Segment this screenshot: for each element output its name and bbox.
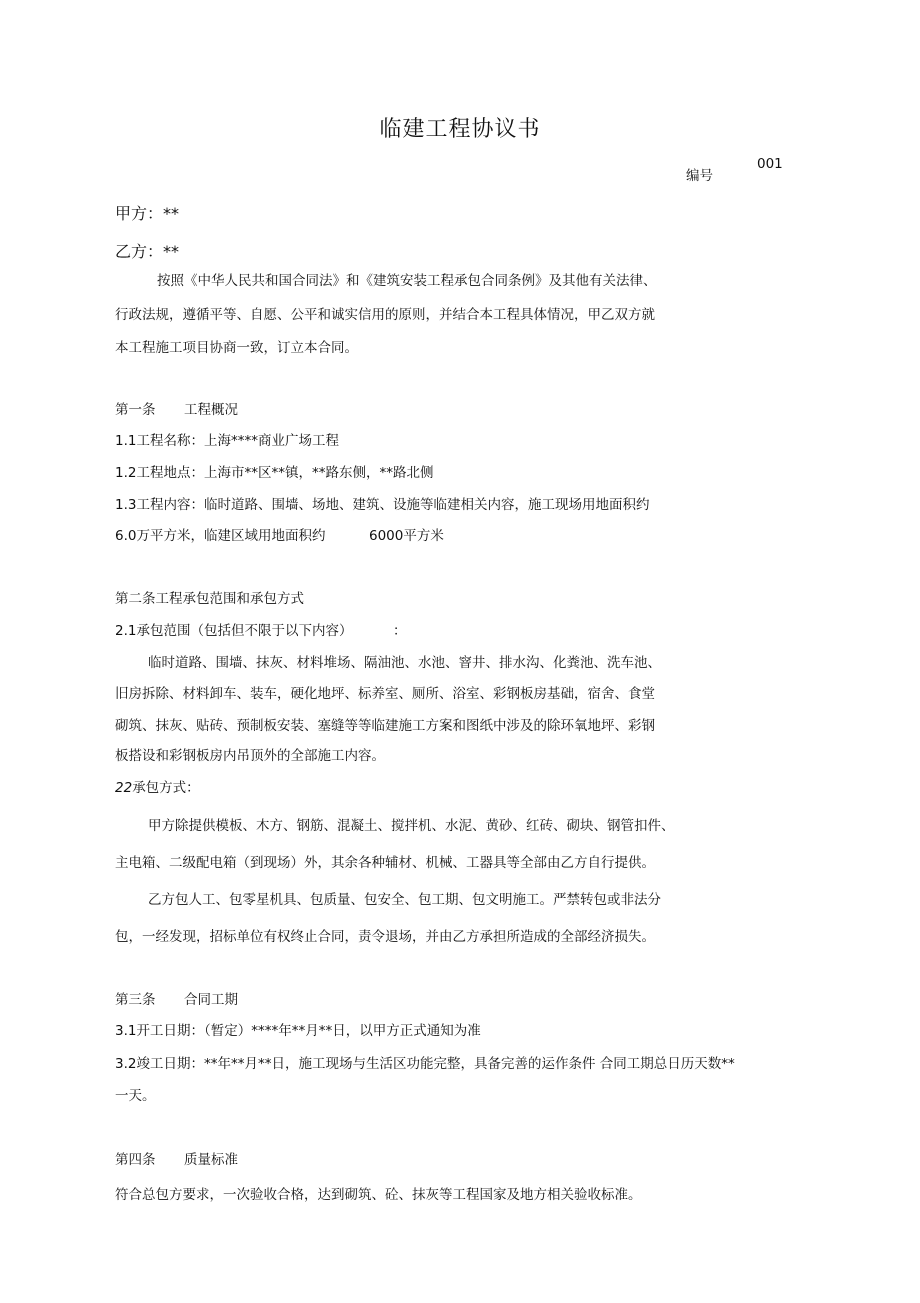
article-line: 甲方除提供模板、木方、钢筋、混凝土、搅拌机、水泥、黄砂、红砖、砌块、钢管扣件、 [148,818,675,834]
party-a: 甲方：** [115,204,180,223]
article-line: 主电箱、二级配电箱（到现场）外，其余各种辅材、机械、工器具等全部由乙方自行提供。 [115,855,655,871]
document-number-label: 编号 [686,168,713,184]
article-line: 砌筑、抹灰、贴砖、预制板安装、塞缝等等临建施工方案和图纸中涉及的除环氧地坪、彩钢 [115,718,655,734]
article-line: 板搭设和彩钢板房内吊顶外的全部施工内容。 [115,748,385,764]
article-line: 临时道路、围墙、抹灰、材料堆场、隔油池、水池、窨井、排水沟、化粪池、洗车池、 [148,655,661,671]
article-line: ： [393,623,407,639]
article-line: 6.0万平方米，临建区域用地面积约 [115,528,326,544]
article-line: 旧房拆除、材料卸车、装车，硬化地坪、标养室、厕所、浴室、彩钢板房基础，宿舍、食堂 [115,686,655,702]
article-line: 符合总包方要求，一次验收合格，达到砌筑、砼、抹灰等工程国家及地方相关验收标准。 [115,1187,642,1203]
intro-line: 按照《中华人民共和国合同法》和《建筑安装工程承包合同条例》及其他有关法律、 [157,273,657,289]
method-number: 22 [115,780,133,796]
article-line: 乙方包人工、包零星机具、包质量、包安全、包工期、包文明施工。严禁转包或非法分 [148,892,661,908]
article-heading: 工程概况 [184,402,238,418]
article-line: 2.1承包范围（包括但不限于以下内容） [115,623,353,639]
article-heading: 合同工期 [184,992,238,1008]
article-number: 第一条 [115,402,156,418]
article-line: 1.1工程名称：上海****商业广场工程 [115,433,339,449]
intro-line: 本工程施工项目协商一致，订立本合同。 [115,340,358,356]
article-number: 第三条 [115,992,156,1008]
method-line [115,779,200,797]
article-line: 1.3工程内容：临时道路、围墙、场地、建筑、设施等临建相关内容，施工现场用地面积约 [115,497,650,513]
method-label: 承包方式： [132,780,200,796]
article-line: 3.2竣工日期：**年**月**日，施工现场与生活区功能完整，具备完善的运作条件 合同工期总日历天数** [115,1056,735,1072]
article-heading: 第二条工程承包范围和承包方式 [115,591,304,607]
article-line: 一天。 [115,1088,156,1104]
intro-line: 行政法规，遵循平等、自愿、公平和诚实信用的原则，并结合本工程具体情况，甲乙双方就 [115,307,655,323]
document-title: 临建工程协议书 [379,117,541,142]
article-number: 第四条 [115,1152,156,1168]
article-line: 3.1开工日期：（暂定）****年**月**日，以甲方正式通知为准 [115,1023,481,1039]
article-line: 包，一经发现，招标单位有权终止合同，责令退场，并由乙方承担所造成的全部经济损失。 [115,929,655,945]
document-number-value: 001 [757,156,783,172]
party-b: 乙方：** [115,242,180,261]
article-line: 6000平方米 [369,528,444,544]
article-line: 1.2工程地点：上海市**区**镇，**路东侧，**路北侧 [115,465,434,481]
article-heading: 质量标准 [184,1152,238,1168]
